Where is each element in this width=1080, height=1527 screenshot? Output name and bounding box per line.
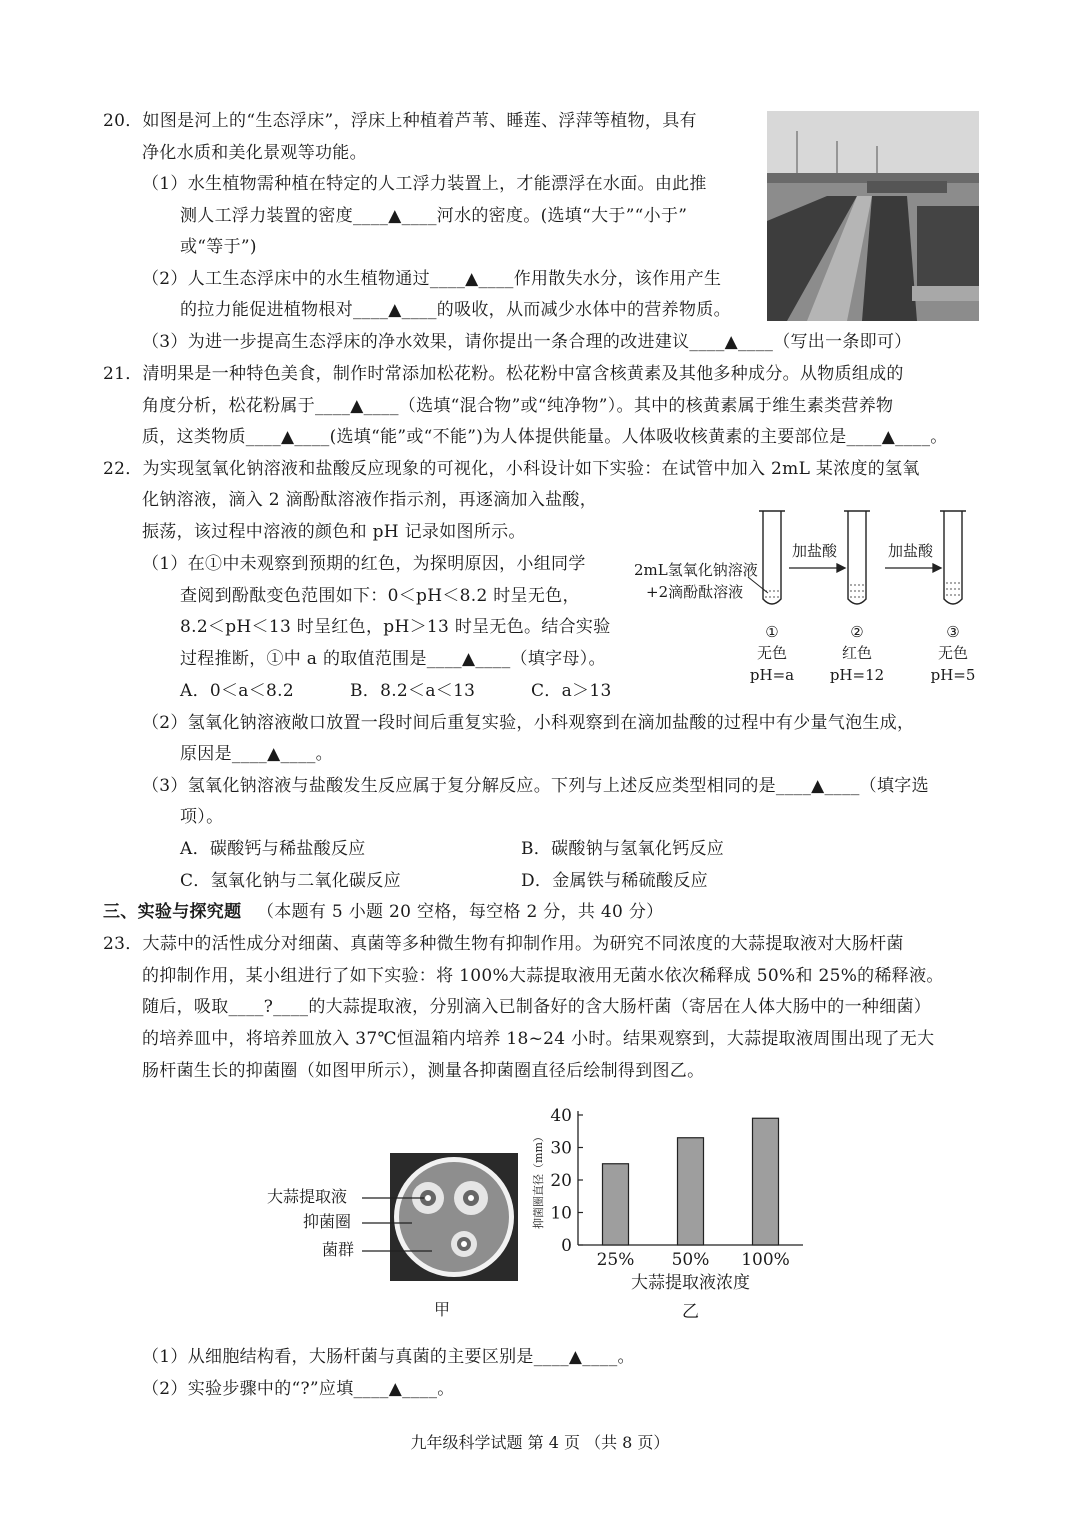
tube-1-number: ①: [765, 623, 779, 641]
q22-line-1: 22．为实现氢氧化钠溶液和盐酸反应现象的可视化，小科设计如下实验：在试管中加入 2mL 某浓度的氢氧: [103, 459, 920, 479]
q20-2-line-1: （2）人工生态浮床中的水生植物通过____▲____作用散失水分，该作用产生: [142, 269, 722, 289]
y-tick-label: 40: [550, 1106, 572, 1126]
q22-3-option-d: D．金属铁与稀硫酸反应: [521, 871, 708, 891]
q21-line-1: 21．清明果是一种特色美食，制作时常添加松花粉。松花粉中富含核黄素及其他多种成分。从物质组成的: [103, 364, 904, 384]
tube-3-number: ③: [946, 623, 960, 641]
q21-line-3: 质，这类物质____▲____(选填“能”或“不能”)为人体提供能量。人体吸收核黄素的主要部位是____▲____。: [142, 427, 948, 447]
q22-1-line-3: 8.2＜pH＜13 时呈红色，pH＞13 时呈无色。结合实验: [180, 617, 611, 637]
dish-label-inhibition-zone: 抑菌圈: [303, 1212, 352, 1231]
page-footer: 九年级科学试题 第 4 页 （共 8 页）: [410, 1433, 670, 1452]
q22-option-c: C．a＞13: [531, 681, 612, 701]
y-tick-label: 30: [550, 1138, 572, 1159]
q22-line-3: 振荡，该过程中溶液的颜色和 pH 记录如图所示。: [142, 522, 526, 542]
q20-1-line-2: 测人工浮力装置的密度____▲____河水的密度。(选填“大于”“小于”: [180, 206, 688, 226]
q20-line-1: 20．如图是河上的“生态浮床”，浮床上种植着芦苇、睡莲、浮萍等植物，具有: [103, 111, 697, 131]
q22-3-line-2: 项）。: [180, 807, 224, 827]
q20-1-line-3: 或“等于”): [180, 237, 257, 257]
tube-2-color: 红色: [841, 644, 872, 662]
tube-3-color: 无色: [937, 644, 968, 662]
tube-2-number: ②: [850, 623, 864, 641]
tube-3-ph: pH=5: [930, 666, 976, 684]
q22-3-line-1: （3）氢氧化钠溶液与盐酸发生反应属于复分解反应。下列与上述反应类型相同的是____▲____（填字选: [142, 776, 929, 796]
dish-label-extract: 大蒜提取液: [267, 1187, 348, 1206]
q22-option-b: B．8.2＜a＜13: [350, 681, 476, 701]
floating-bed-photo: [767, 111, 979, 321]
q23-line-5: 肠杆菌生长的抑菌圈（如图甲所示），测量各抑菌圈直径后绘制得到图乙。: [142, 1061, 705, 1081]
petri-dish-figure: [262, 1150, 527, 1285]
q22-3-option-a: A．碳酸钙与稀盐酸反应: [180, 839, 366, 859]
x-tick-label: 50%: [671, 1250, 710, 1270]
q23-line-2: 的抑制作用，某小组进行了如下实验：将 100%大蒜提取液用无菌水依次稀释成 50%和 25%的稀释液。: [142, 966, 944, 986]
q20-line-2: 净化水质和美化景观等功能。: [142, 143, 367, 163]
y-tick-label: 0: [561, 1236, 572, 1256]
q23-line-1: 23．大蒜中的活性成分对细菌、真菌等多种微生物有抑制作用。为研究不同浓度的大蒜提取液对大肠杆菌: [103, 934, 904, 954]
arrow-label-1: 加盐酸: [792, 542, 838, 560]
tube-1-color: 无色: [756, 644, 787, 662]
dish-caption: 甲: [434, 1300, 451, 1319]
x-tick-label: 25%: [596, 1250, 635, 1270]
y-axis-label: 抑菌圈直径（mm）: [532, 1131, 545, 1229]
q23-line-3: 随后，吸取____?____的大蒜提取液，分别滴入已制备好的含大肠杆菌（寄居在人体大肠中的一种细菌）: [142, 997, 932, 1017]
q23-2-line: （2）实验步骤中的“?”应填____▲____。: [142, 1379, 455, 1399]
bar-chart: [520, 1100, 820, 1330]
section-3-title: 三、实验与探究题: [103, 902, 242, 922]
q22-1-line-2: 查阅到酚酞变色范围如下：0＜pH＜8.2 时呈无色，: [180, 586, 580, 606]
q22-2-line-1: （2）氢氧化钠溶液敞口放置一段时间后重复实验，小科观察到在滴加盐酸的过程中有少量气泡生成，: [142, 713, 915, 733]
tube-1-ph: pH=a: [749, 666, 795, 684]
q22-1-line-1: （1）在①中未观察到预期的红色，为探明原因，小组同学: [142, 554, 586, 574]
q23-1-line: （1）从细胞结构看，大肠杆菌与真菌的主要区别是____▲____。: [142, 1347, 635, 1367]
section-3-note: （本题有 5 小题 20 空格，每空格 2 分，共 40 分）: [257, 902, 664, 922]
q20-2-line-2: 的拉力能促进植物根对____▲____的吸收，从而减少水体中的营养物质。: [180, 300, 731, 320]
arrow-label-2: 加盐酸: [888, 542, 934, 560]
q21-line-2: 角度分析，松花粉属于____▲____（选填“混合物”或“纯净物”）。其中的核黄素属于维生素类营养物: [142, 396, 894, 416]
tube-left-label-2: +2滴酚酞溶液: [646, 583, 744, 601]
x-axis-label: 大蒜提取液浓度: [631, 1273, 750, 1293]
dish-label-colony: 菌群: [322, 1240, 355, 1259]
bar: [603, 1164, 629, 1245]
q22-line-2: 化钠溶液，滴入 2 滴酚酞溶液作指示剂，再逐滴加入盐酸，: [142, 490, 598, 510]
q20-3-line: （3）为进一步提高生态浮床的净水效果，请你提出一条合理的改进建议____▲____（写出一条即可）: [142, 332, 912, 352]
q20-1-line-1: （1）水生植物需种植在特定的人工浮力装置上，才能漂浮在水面。由此推: [142, 174, 707, 194]
y-tick-label: 20: [550, 1171, 572, 1191]
q22-3-option-c: C．氢氧化钠与二氧化碳反应: [180, 871, 401, 891]
q22-2-line-2: 原因是____▲____。: [180, 744, 333, 764]
chart-caption: 乙: [682, 1302, 699, 1322]
q22-option-a: A．0＜a＜8.2: [180, 681, 294, 701]
tube-left-label-1: 2mL氢氧化钠溶液: [634, 561, 758, 579]
q23-line-4: 的培养皿中，将培养皿放入 37℃恒温箱内培养 18~24 小时。结果观察到，大蒜提取液周围出现了无大: [142, 1029, 935, 1049]
x-tick-label: 100%: [741, 1250, 790, 1270]
tube-2-ph: pH=12: [829, 666, 885, 684]
bar: [753, 1118, 779, 1245]
y-tick-label: 10: [550, 1203, 572, 1224]
bar: [678, 1138, 704, 1245]
q22-3-option-b: B．碳酸钠与氢氧化钙反应: [521, 839, 725, 859]
q22-1-line-4: 过程推断，①中 a 的取值范围是____▲____（填字母）。: [180, 649, 606, 669]
